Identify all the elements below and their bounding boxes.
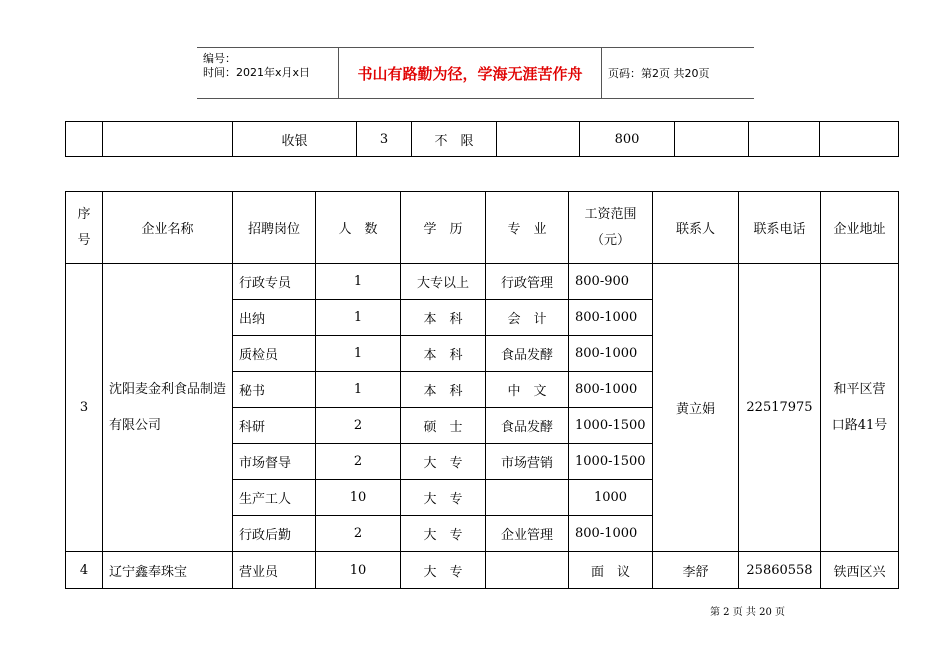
cell-education: 本 科: [401, 372, 486, 408]
page-header: [197, 47, 754, 99]
cell-education: 本 科: [401, 336, 486, 372]
cell-salary: 800-1000: [569, 300, 653, 336]
header-salary: 工资范围（元）: [569, 192, 653, 264]
continued-table: [65, 121, 899, 157]
cell-major: [486, 552, 569, 589]
cell-education: 大 专: [401, 444, 486, 480]
company3-contact: 黄立娟: [653, 264, 739, 552]
company3-phone: 22517975: [739, 264, 821, 552]
company4-name: 辽宁鑫奉珠宝: [103, 552, 233, 589]
cell-education: 大 专: [401, 552, 486, 589]
cell-education: 不 限: [412, 122, 497, 157]
header-meta: [197, 48, 339, 98]
header-phone: 联系电话: [739, 192, 821, 264]
cell-position: 收银: [233, 122, 357, 157]
number-label: 编号：: [203, 52, 236, 65]
cell-position: 生产工人: [233, 480, 316, 516]
cell-position: 行政后勤: [233, 516, 316, 552]
cell-count: 10: [316, 480, 401, 516]
cell-major: 市场营销: [486, 444, 569, 480]
page-footer: 第 2 页 共 20 页: [710, 607, 785, 618]
header-contact: 联系人: [653, 192, 739, 264]
cell-count: 10: [316, 552, 401, 589]
header-position: 招聘岗位: [233, 192, 316, 264]
cell-count: 2: [316, 408, 401, 444]
header-address: 企业地址: [821, 192, 899, 264]
company3-name: 沈阳麦金利食品制造有限公司: [103, 264, 233, 552]
cell-major: 会 计: [486, 300, 569, 336]
cell-salary: 800-900: [569, 264, 653, 300]
cell-position: 营业员: [233, 552, 316, 589]
cell-count: 2: [316, 444, 401, 480]
table-row: [66, 552, 899, 589]
header-seq: 序号: [66, 192, 103, 264]
cell-salary: 面 议: [569, 552, 653, 589]
cell-count: 3: [357, 122, 412, 157]
cell-education: 大 专: [401, 480, 486, 516]
company4-address: 铁西区兴: [821, 552, 899, 589]
cell-salary: 800-1000: [569, 372, 653, 408]
cell-position: 秘书: [233, 372, 316, 408]
cell-salary: 1000-1500: [569, 444, 653, 480]
time-label: 时间：2021年x月x日: [203, 66, 311, 79]
cell-education: 本 科: [401, 300, 486, 336]
cell-position: 行政专员: [233, 264, 316, 300]
cell-salary: 1000-1500: [569, 408, 653, 444]
table-row: [66, 264, 899, 300]
cell-count: 1: [316, 300, 401, 336]
cell-major: 食品发酵: [486, 408, 569, 444]
header-motto: 书山有路勤为径，学海无涯苦作舟: [339, 48, 602, 98]
cell-count: 1: [316, 372, 401, 408]
cell-education: 硕 士: [401, 408, 486, 444]
cell-position: 质检员: [233, 336, 316, 372]
header-page-info: 页码：第2页 共20页: [608, 67, 710, 80]
cell-salary: 800-1000: [569, 336, 653, 372]
recruitment-table: [65, 191, 899, 589]
cell-major: 企业管理: [486, 516, 569, 552]
cell-major: 中 文: [486, 372, 569, 408]
cell-position: 市场督导: [233, 444, 316, 480]
cell-salary: 1000: [569, 480, 653, 516]
cell-position: 出纳: [233, 300, 316, 336]
company3-address: 和平区营口路41号: [821, 264, 899, 552]
company4-seq: 4: [66, 552, 103, 589]
cell-major: [486, 480, 569, 516]
header-company: 企业名称: [103, 192, 233, 264]
header-major: 专 业: [486, 192, 569, 264]
cell-count: 2: [316, 516, 401, 552]
cell-salary: 800: [580, 122, 675, 157]
table-header-row: [66, 192, 899, 264]
cell-major: 食品发酵: [486, 336, 569, 372]
cell-salary: 800-1000: [569, 516, 653, 552]
cell-major: 行政管理: [486, 264, 569, 300]
table-row: [66, 122, 899, 157]
header-count: 人 数: [316, 192, 401, 264]
cell-education: 大专以上: [401, 264, 486, 300]
company4-phone: 25860558: [739, 552, 821, 589]
company4-contact: 李舒: [653, 552, 739, 589]
cell-position: 科研: [233, 408, 316, 444]
cell-count: 1: [316, 264, 401, 300]
header-education: 学 历: [401, 192, 486, 264]
cell-education: 大 专: [401, 516, 486, 552]
cell-count: 1: [316, 336, 401, 372]
company3-seq: 3: [66, 264, 103, 552]
